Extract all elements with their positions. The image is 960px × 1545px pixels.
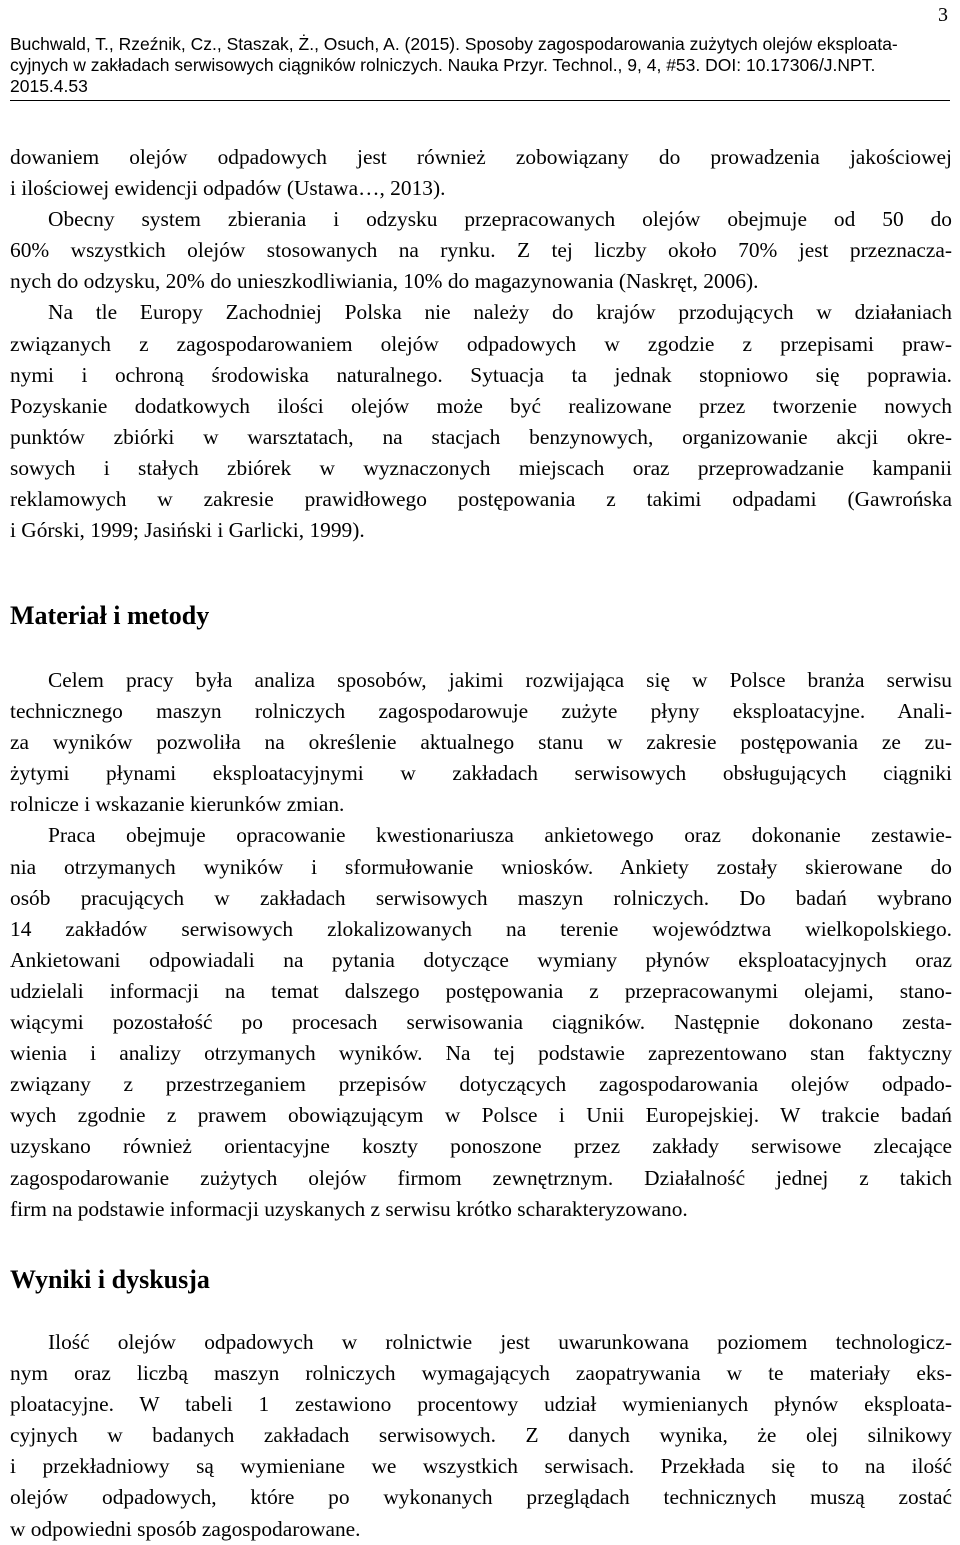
text-line: uzyskano również orientacyjne koszty ponoszone przez zakłady serwisowe zlecające: [10, 1134, 952, 1159]
text-line: wych zgodnie z prawem obowiązującym w Polsce i Unii Europejskiej. W trakcie badań: [10, 1103, 952, 1128]
methods-section: [10, 665, 952, 1225]
text-line: i Górski, 1999; Jasiński i Garlicki, 1999).: [10, 518, 365, 543]
text-line: Praca obejmuje opracowanie kwestionariusza ankietowego oraz dokonanie zestawie-: [48, 823, 952, 848]
text-line: wienia i analizy otrzymanych wyników. Na tej podstawie zaprezentowano stan faktyczny: [10, 1041, 952, 1066]
text-line: wiącymi pozostałość po procesach serwisowania ciągników. Następnie dokonano zesta-: [10, 1010, 952, 1035]
text-line: Ankietowani odpowiadali na pytania dotyczące wymiany płynów eksploatacyjnych oraz: [10, 947, 952, 972]
text-line: Obecny system zbierania i odzysku przepracowanych olejów obejmuje od 50 do: [48, 207, 952, 232]
citation-line: 2015.4.53: [10, 76, 88, 96]
text-line: firm na podstawie informacji uzyskanych z serwisu krótko scharakteryzowano.: [10, 1196, 688, 1221]
text-line: reklamowych w zakresie prawidłowego postępowania z takimi odpadami (Gawrońska: [10, 487, 952, 512]
paragraph: [10, 297, 952, 546]
citation-line: Buchwald, T., Rzeźnik, Cz., Staszak, Ż., Osuch, A. (2015). Sposoby zagospodarowania zużytych olejów eksploata-: [10, 34, 898, 54]
section-heading-methods: Materiał i metody: [10, 601, 210, 630]
text-line: 14 zakładów serwisowych zlokalizowanych na terenie województwa wielkopolskiego.: [10, 916, 952, 941]
text-line: ploatacyjne. W tabeli 1 zestawiono procentowy udział wymienianych płynów eksploata-: [10, 1392, 952, 1417]
paragraph: [10, 820, 952, 1224]
text-line: zagospodarowanie zużytych olejów firmom zewnętrznym. Działalność jednej z takich: [10, 1165, 952, 1190]
text-line: dowaniem olejów odpadowych jest również zobowiązany do prowadzenia jakościowej: [10, 145, 952, 169]
text-line: żytymi płynami eksploatacyjnymi w zakładach serwisowych obsługujących ciągniki: [10, 761, 952, 786]
text-line: osób pracujących w zakładach serwisowych maszyn rolniczych. Do badań wybrano: [10, 885, 952, 910]
paragraph: [10, 1327, 952, 1545]
text-line: Celem pracy była analiza sposobów, jakimi rozwijająca się w Polsce branża serwisu: [48, 668, 952, 692]
citation-line: cyjnych w zakładach serwisowych ciągników rolniczych. Nauka Przyr. Technol., 9, 4, #53. DOI: 10.17306/J.NPT.: [10, 55, 876, 75]
text-line: Na tle Europy Zachodniej Polska nie należy do krajów przodujących w działaniach: [48, 300, 952, 325]
text-line: nych do odzysku, 20% do unieszkodliwiania, 10% do magazynowania (Naskręt, 2006).: [10, 269, 759, 294]
text-line: za wyników pozwoliła na określenie aktualnego stanu w zakresie postępowania ze zu-: [10, 730, 952, 755]
paragraph: [10, 142, 952, 204]
text-line: w odpowiedni sposób zagospodarowane.: [10, 1516, 361, 1541]
section-heading-results: Wyniki i dyskusja: [10, 1265, 210, 1294]
text-line: 60% wszystkich olejów stosowanych na rynku. Z tej liczby około 70% jest przeznacza-: [10, 238, 952, 263]
intro-section: [10, 142, 952, 546]
paragraph: [10, 665, 952, 820]
text-line: rolnicze i wskazanie kierunków zmian.: [10, 792, 345, 817]
text-line: olejów odpadowych, które po wykonanych przeglądach technicznych muszą zostać: [10, 1485, 952, 1510]
text-line: Ilość olejów odpadowych w rolnictwie jest uwarunkowana poziomem technologicz-: [48, 1330, 952, 1354]
page-number: 3: [938, 4, 948, 26]
header-rule: [10, 100, 950, 101]
text-line: technicznego maszyn rolniczych zagospodarowuje zużyte płyny eksploatacyjne. Anali-: [10, 699, 952, 724]
text-line: cyjnych w badanych zakładach serwisowych. Z danych wynika, że olej silnikowy: [10, 1423, 952, 1448]
text-line: związany z przestrzeganiem przepisów dotyczących zagospodarowania olejów odpado-: [10, 1072, 952, 1097]
text-line: nym oraz liczbą maszyn rolniczych wymagających zaopatrywania w te materiały eks-: [10, 1361, 952, 1386]
results-section: [10, 1327, 952, 1545]
text-line: nymi i ochroną środowiska naturalnego. Sytuacja ta jednak stopniowo się poprawia.: [10, 362, 952, 387]
text-line: udzielali informacji na temat dalszego postępowania z przepracowanymi olejami, stano-: [10, 978, 952, 1003]
paragraph: [10, 204, 952, 297]
citation-header: [10, 34, 945, 97]
text-line: i przekładniowy są wymieniane we wszystkich serwisach. Przekłada się to na ilość: [10, 1454, 952, 1479]
text-line: Pozyskanie dodatkowych ilości olejów może być realizowane przez tworzenie nowych: [10, 393, 952, 418]
text-line: i ilościowej ewidencji odpadów (Ustawa…, 2013).: [10, 176, 446, 201]
text-line: punktów zbiórki w warsztatach, na stacjach benzynowych, organizowanie akcji okre-: [10, 424, 952, 449]
text-line: sowych i stałych zbiórek w wyznaczonych miejscach oraz przeprowadzanie kampanii: [10, 455, 952, 480]
text-line: związanych z zagospodarowaniem olejów odpadowych w zgodzie z przepisami praw-: [10, 331, 952, 356]
text-line: nia otrzymanych wyników i sformułowanie wniosków. Ankiety zostały skierowane do: [10, 854, 952, 879]
